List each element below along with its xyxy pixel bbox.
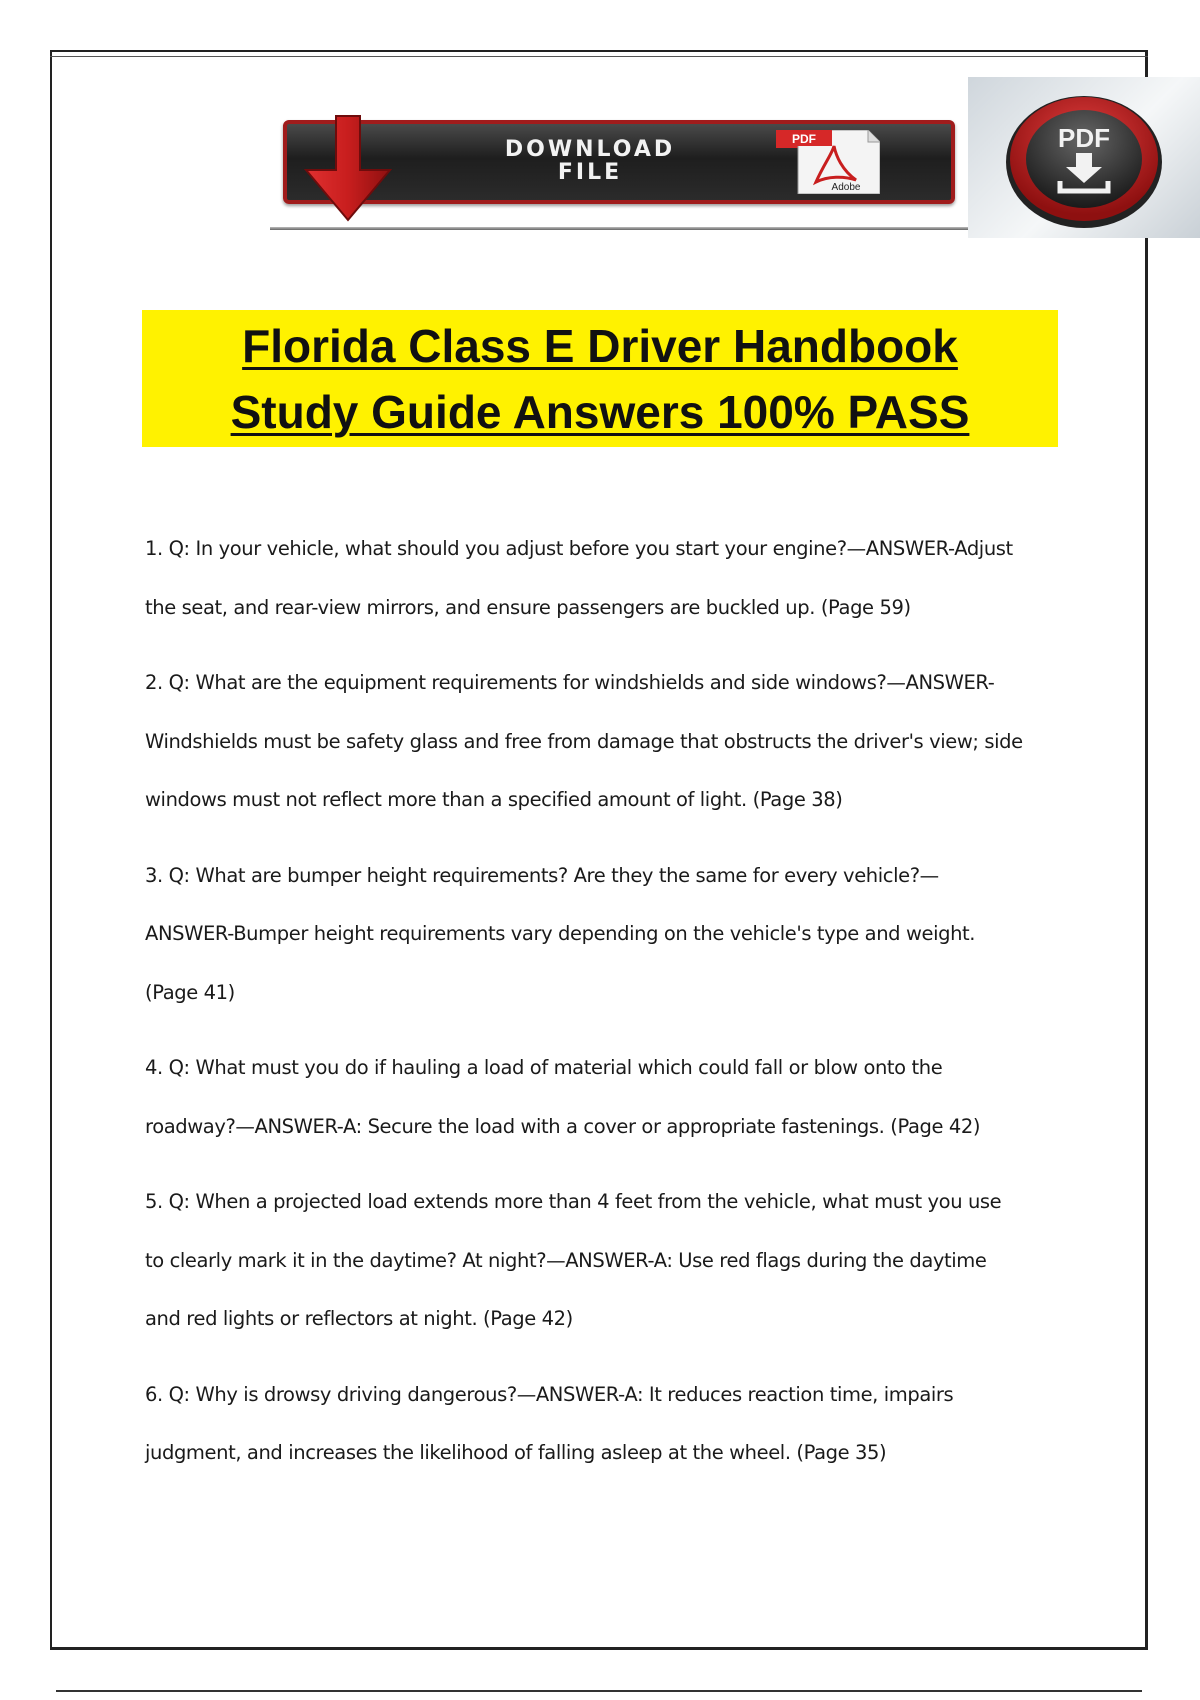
qa-item-3 bbox=[145, 847, 1075, 1023]
qa-line: 4. Q: What must you do if hauling a load of material which could fall or blow onto the bbox=[145, 1056, 943, 1079]
qa-item-1 bbox=[145, 520, 1075, 637]
qa-line: 5. Q: When a projected load extends more than 4 feet from the vehicle, what must you use bbox=[145, 1190, 1002, 1213]
title-line-1: Florida Class E Driver Handbook bbox=[242, 320, 958, 372]
bottom-rule bbox=[56, 1690, 1142, 1692]
title-line-2: Study Guide Answers 100% PASS bbox=[230, 386, 970, 438]
qa-line: ANSWER-Bumper height requirements vary depending on the vehicle's type and weight. bbox=[145, 922, 976, 945]
qa-line: judgment, and increases the likelihood of falling asleep at the wheel. (Page 35) bbox=[145, 1441, 887, 1464]
qa-line: and red lights or reflectors at night. (Page 42) bbox=[145, 1307, 573, 1330]
qa-item-4 bbox=[145, 1039, 1075, 1156]
qa-line: windows must not reflect more than a specified amount of light. (Page 38) bbox=[145, 788, 843, 811]
qa-line: 3. Q: What are bumper height requirements? Are they the same for every vehicle?— bbox=[145, 863, 939, 887]
adobe-pdf-document-icon bbox=[776, 130, 880, 194]
qa-list bbox=[145, 520, 1075, 1500]
qa-item-5 bbox=[145, 1173, 1075, 1349]
download-arrow-icon bbox=[298, 112, 418, 224]
qa-line: the seat, and rear-view mirrors, and ensure passengers are buckled up. (Page 59) bbox=[145, 595, 911, 619]
qa-line: 1. Q: In your vehicle, what should you adjust before you start your engine?—ANSWER-Adjust bbox=[145, 537, 1013, 560]
qa-line: to clearly mark it in the daytime? At night?—ANSWER-A: Use red flags during the daytime bbox=[145, 1248, 987, 1272]
pdf-doc-label: PDF bbox=[792, 132, 816, 146]
qa-item-2 bbox=[145, 654, 1075, 830]
qa-line: 2. Q: What are the equipment requirements for windshields and side windows?—ANSWER- bbox=[145, 671, 995, 694]
badge-pdf-label: PDF bbox=[1058, 123, 1110, 153]
pdf-download-badge[interactable] bbox=[968, 77, 1200, 238]
qa-line: roadway?—ANSWER-A: Secure the load with a cover or appropriate fastenings. (Page 42) bbox=[145, 1114, 981, 1138]
document-title bbox=[142, 310, 1058, 447]
pdf-download-badge-icon bbox=[968, 77, 1200, 238]
qa-line: Windshields must be safety glass and free from damage that obstructs the driver's view; side bbox=[145, 729, 1023, 753]
page-top-rule bbox=[50, 56, 1148, 57]
banner-underline bbox=[270, 227, 970, 230]
qa-item-6 bbox=[145, 1366, 1075, 1483]
qa-line: (Page 41) bbox=[145, 980, 235, 1004]
qa-line: 6. Q: Why is drowsy driving dangerous?—ANSWER-A: It reduces reaction time, impairs bbox=[145, 1382, 954, 1406]
adobe-label: Adobe bbox=[831, 182, 861, 193]
download-file-label: DOWNLOAD FILE bbox=[504, 137, 676, 185]
